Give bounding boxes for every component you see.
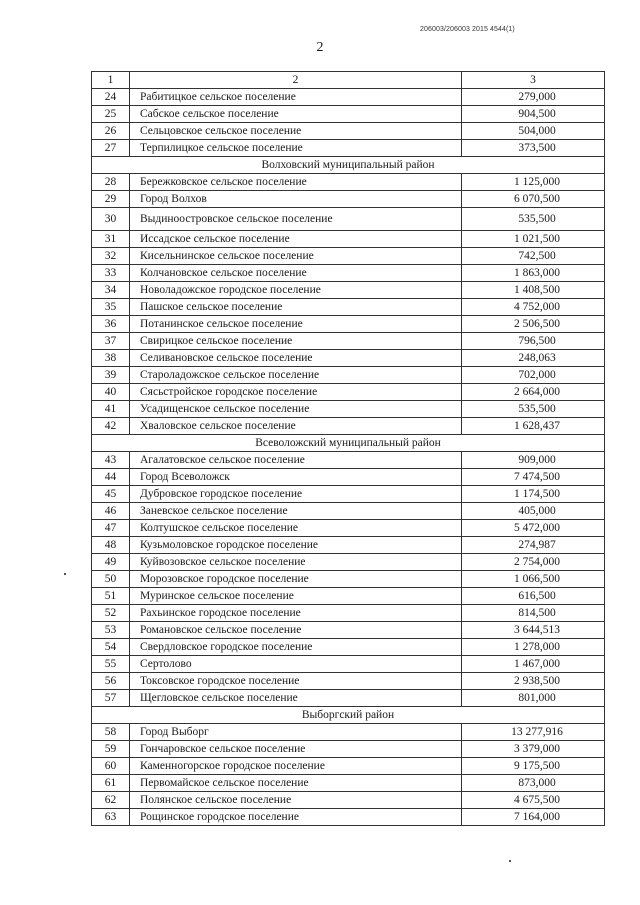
amount-value: 7 474,500 (462, 469, 605, 486)
table-row (92, 605, 605, 622)
table-row (92, 690, 605, 707)
table-row (92, 282, 605, 299)
amount-value: 1 408,500 (462, 282, 605, 299)
amount-value: 2 664,000 (462, 384, 605, 401)
amount-value: 5 472,000 (462, 520, 605, 537)
amount-value: 801,000 (462, 690, 605, 707)
table-row (92, 89, 605, 106)
table-row (92, 469, 605, 486)
row-number: 36 (92, 316, 130, 333)
amount-value: 13 277,916 (462, 724, 605, 741)
row-number: 44 (92, 469, 130, 486)
settlement-name: Колчановское сельское поселение (130, 265, 462, 282)
row-number: 47 (92, 520, 130, 537)
table-header-row (92, 72, 605, 89)
table-row (92, 537, 605, 554)
row-number: 28 (92, 174, 130, 191)
row-number: 48 (92, 537, 130, 554)
column-header-number: 1 (92, 72, 130, 89)
table-row (92, 316, 605, 333)
settlement-name: Терпилицкое сельское поселение (130, 140, 462, 157)
row-number: 60 (92, 758, 130, 775)
settlement-name: Староладожское сельское поселение (130, 367, 462, 384)
row-number: 35 (92, 299, 130, 316)
settlement-name: Усадищенское сельское поселение (130, 401, 462, 418)
table-row (92, 588, 605, 605)
table-row (92, 452, 605, 469)
row-number: 46 (92, 503, 130, 520)
table-row (92, 384, 605, 401)
settlements-table (91, 71, 605, 826)
settlement-name: Первомайское сельское поселение (130, 775, 462, 792)
settlement-name: Полянское сельское поселение (130, 792, 462, 809)
table-row (92, 503, 605, 520)
document-registration-code: 206003/206003 2015 4544(1) (420, 26, 515, 33)
row-number: 54 (92, 639, 130, 656)
table-row (92, 299, 605, 316)
row-number: 61 (92, 775, 130, 792)
amount-value: 373,500 (462, 140, 605, 157)
amount-value: 504,000 (462, 123, 605, 140)
settlement-name: Новоладожское городское поселение (130, 282, 462, 299)
amount-value: 1 628,437 (462, 418, 605, 435)
settlement-name: Дубровское городское поселение (130, 486, 462, 503)
amount-value: 405,000 (462, 503, 605, 520)
table-body (92, 72, 605, 826)
table-row (92, 486, 605, 503)
row-number: 32 (92, 248, 130, 265)
settlement-name: Романовское сельское поселение (130, 622, 462, 639)
row-number: 51 (92, 588, 130, 605)
region-header-row (92, 707, 605, 724)
amount-value: 742,500 (462, 248, 605, 265)
row-number: 26 (92, 123, 130, 140)
settlement-name: Сельцовское сельское поселение (130, 123, 462, 140)
table-row (92, 622, 605, 639)
scan-speck (64, 573, 66, 575)
table-row (92, 554, 605, 571)
settlement-name: Кисельнинское сельское поселение (130, 248, 462, 265)
row-number: 29 (92, 191, 130, 208)
region-header-row (92, 157, 605, 174)
amount-value: 702,000 (462, 367, 605, 384)
amount-value: 873,000 (462, 775, 605, 792)
table-row (92, 208, 605, 231)
row-number: 31 (92, 231, 130, 248)
settlement-name: Пашское сельское поселение (130, 299, 462, 316)
settlement-name: Иссадское сельское поселение (130, 231, 462, 248)
table-row (92, 741, 605, 758)
settlement-name: Рахьинское городское поселение (130, 605, 462, 622)
settlement-name: Свирицкое сельское поселение (130, 333, 462, 350)
region-name: Волховский муниципальный район (92, 157, 605, 174)
amount-value: 279,000 (462, 89, 605, 106)
settlement-name: Каменногорское городское поселение (130, 758, 462, 775)
settlement-name: Селивановское сельское поселение (130, 350, 462, 367)
table-row (92, 571, 605, 588)
amount-value: 4 675,500 (462, 792, 605, 809)
table-row (92, 231, 605, 248)
row-number: 45 (92, 486, 130, 503)
table-row (92, 724, 605, 741)
settlement-name: Бережковское сельское поселение (130, 174, 462, 191)
table-row (92, 140, 605, 157)
row-number: 62 (92, 792, 130, 809)
table-row (92, 758, 605, 775)
amount-value: 2 938,500 (462, 673, 605, 690)
settlement-name: Сясьстройское городское поселение (130, 384, 462, 401)
table-row (92, 639, 605, 656)
row-number: 34 (92, 282, 130, 299)
amount-value: 3 379,000 (462, 741, 605, 758)
table-row (92, 265, 605, 282)
settlement-name: Рабитицкое сельское поселение (130, 89, 462, 106)
settlement-name: Город Выборг (130, 724, 462, 741)
settlement-name: Заневское сельское поселение (130, 503, 462, 520)
amount-value: 909,000 (462, 452, 605, 469)
column-header-name: 2 (130, 72, 462, 89)
amount-value: 7 164,000 (462, 809, 605, 826)
row-number: 42 (92, 418, 130, 435)
settlement-name: Город Всеволожск (130, 469, 462, 486)
row-number: 25 (92, 106, 130, 123)
table-row (92, 401, 605, 418)
table-row (92, 174, 605, 191)
row-number: 52 (92, 605, 130, 622)
row-number: 59 (92, 741, 130, 758)
amount-value: 248,063 (462, 350, 605, 367)
amount-value: 616,500 (462, 588, 605, 605)
amount-value: 2 754,000 (462, 554, 605, 571)
row-number: 56 (92, 673, 130, 690)
settlement-name: Колтушское сельское поселение (130, 520, 462, 537)
table-row (92, 520, 605, 537)
row-number: 53 (92, 622, 130, 639)
table-row (92, 350, 605, 367)
table-row (92, 191, 605, 208)
settlement-name: Выдиноостровское сельское поселение (130, 208, 462, 231)
table-row (92, 418, 605, 435)
amount-value: 9 175,500 (462, 758, 605, 775)
amount-value: 1 467,000 (462, 656, 605, 673)
table-row (92, 367, 605, 384)
settlement-name: Сабское сельское поселение (130, 106, 462, 123)
amount-value: 3 644,513 (462, 622, 605, 639)
amount-value: 6 070,500 (462, 191, 605, 208)
amount-value: 4 752,000 (462, 299, 605, 316)
amount-value: 814,500 (462, 605, 605, 622)
row-number: 58 (92, 724, 130, 741)
table-row (92, 123, 605, 140)
settlement-name: Потанинское сельское поселение (130, 316, 462, 333)
amount-value: 1 125,000 (462, 174, 605, 191)
settlement-name: Сертолово (130, 656, 462, 673)
table-row (92, 333, 605, 350)
settlement-name: Токсовское городское поселение (130, 673, 462, 690)
settlement-name: Куйвозовское сельское поселение (130, 554, 462, 571)
settlement-name: Гончаровское сельское поселение (130, 741, 462, 758)
settlement-name: Рощинское городское поселение (130, 809, 462, 826)
amount-value: 904,500 (462, 106, 605, 123)
row-number: 50 (92, 571, 130, 588)
row-number: 41 (92, 401, 130, 418)
row-number: 63 (92, 809, 130, 826)
settlement-name: Кузьмоловское городское поселение (130, 537, 462, 554)
scan-speck (509, 860, 511, 862)
amount-value: 1 066,500 (462, 571, 605, 588)
region-header-row (92, 435, 605, 452)
row-number: 37 (92, 333, 130, 350)
settlement-name: Щегловское сельское поселение (130, 690, 462, 707)
row-number: 39 (92, 367, 130, 384)
settlement-name: Хваловское сельское поселение (130, 418, 462, 435)
table-row (92, 792, 605, 809)
row-number: 24 (92, 89, 130, 106)
amount-value: 1 021,500 (462, 231, 605, 248)
table-row (92, 248, 605, 265)
region-name: Всеволожский муниципальный район (92, 435, 605, 452)
row-number: 49 (92, 554, 130, 571)
row-number: 55 (92, 656, 130, 673)
row-number: 33 (92, 265, 130, 282)
amount-value: 796,500 (462, 333, 605, 350)
amount-value: 535,500 (462, 401, 605, 418)
table-row (92, 775, 605, 792)
row-number: 38 (92, 350, 130, 367)
column-header-value: 3 (462, 72, 605, 89)
row-number: 43 (92, 452, 130, 469)
settlement-name: Агалатовское сельское поселение (130, 452, 462, 469)
table-row (92, 106, 605, 123)
row-number: 27 (92, 140, 130, 157)
settlement-name: Город Волхов (130, 191, 462, 208)
amount-value: 2 506,500 (462, 316, 605, 333)
amount-value: 1 863,000 (462, 265, 605, 282)
settlement-name: Свердловское городское поселение (130, 639, 462, 656)
amount-value: 1 278,000 (462, 639, 605, 656)
row-number: 30 (92, 208, 130, 231)
amount-value: 1 174,500 (462, 486, 605, 503)
table-row (92, 656, 605, 673)
row-number: 40 (92, 384, 130, 401)
amount-value: 535,500 (462, 208, 605, 231)
region-name: Выборгский район (92, 707, 605, 724)
settlement-name: Морозовское городское поселение (130, 571, 462, 588)
table-row (92, 673, 605, 690)
row-number: 57 (92, 690, 130, 707)
settlement-name: Муринское сельское поселение (130, 588, 462, 605)
amount-value: 274,987 (462, 537, 605, 554)
page-number: 2 (316, 40, 324, 55)
table-row (92, 809, 605, 826)
